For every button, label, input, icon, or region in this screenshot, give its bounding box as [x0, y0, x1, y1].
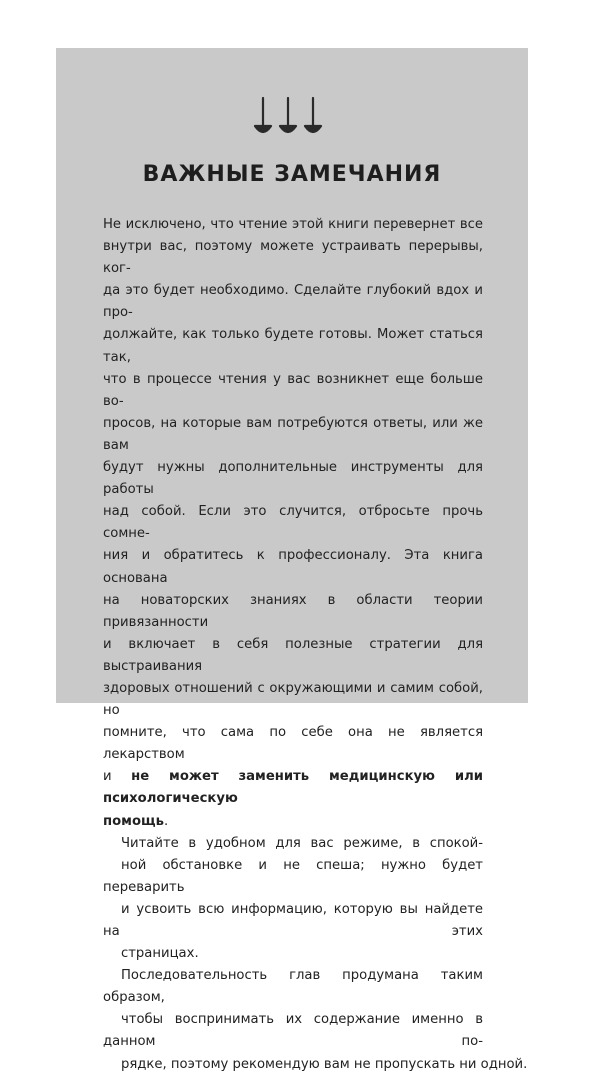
- text-line: Читайте в удобном для вас режиме, в спокой-: [121, 835, 483, 851]
- section-title: ВАЖНЫЕ ЗАМЕЧАНИЯ: [142, 162, 442, 187]
- text-line: [103, 766, 483, 810]
- paragraph-2: [103, 833, 483, 966]
- text-line: ния и обратитесь к профессионалу. Эта книга основана: [103, 548, 483, 586]
- text-line: Последовательность глав продумана таким образом,: [103, 968, 483, 1006]
- text-line: ной обстановке и не спеша; нужно будет переварить: [103, 857, 483, 895]
- text-line: здоровых отношений с окружающими и самим собой, но: [103, 680, 483, 719]
- text-line: просов, на которые вам потребуются ответы, или же вам: [103, 415, 483, 453]
- text-line: помните, что сама по себе она не является лекарством: [103, 725, 483, 763]
- body-text: [103, 214, 528, 1076]
- three-candles-icon: [251, 96, 325, 142]
- emphasis-text: не может заменить медицинскую или психологическую: [103, 769, 483, 807]
- text-line: что в процессе чтения у вас возникнет еще больше во-: [103, 371, 483, 409]
- text-line: внутри вас, поэтому можете устраивать перерывы, ког-: [103, 239, 483, 277]
- text-line: на новаторских знаниях в области теории привязанности: [103, 592, 483, 630]
- text-line: над собой. Если это случится, отбросьте прочь сомне-: [103, 504, 483, 542]
- text-fragment: .: [163, 813, 169, 829]
- text-line: [103, 811, 483, 833]
- text-line: чтобы воспринимать их содержание именно в данном по-: [103, 1012, 483, 1050]
- text-line: должайте, как только будете готовы. Может статься так,: [103, 327, 483, 365]
- text-line: и усвоить всю информацию, которую вы найдете на этих: [103, 901, 483, 939]
- text-line: будут нужны дополнительные инструменты для работы: [103, 460, 483, 498]
- emphasis-text: помощь: [103, 813, 164, 829]
- text-line: и включает в себя полезные стратегии для выстраивания: [103, 636, 483, 674]
- text-line: да это будет необходимо. Сделайте глубокий вдох и про-: [103, 283, 483, 321]
- paragraph-3: [103, 965, 528, 1075]
- paragraph-1: [103, 214, 483, 833]
- text-line: рядке, поэтому рекомендую вам не пропускать ни одной.: [121, 1056, 528, 1072]
- text-line: Не исключено, что чтение этой книги перевернет все: [103, 217, 483, 232]
- text-line: страницах.: [121, 946, 199, 962]
- text-fragment: и: [103, 769, 132, 785]
